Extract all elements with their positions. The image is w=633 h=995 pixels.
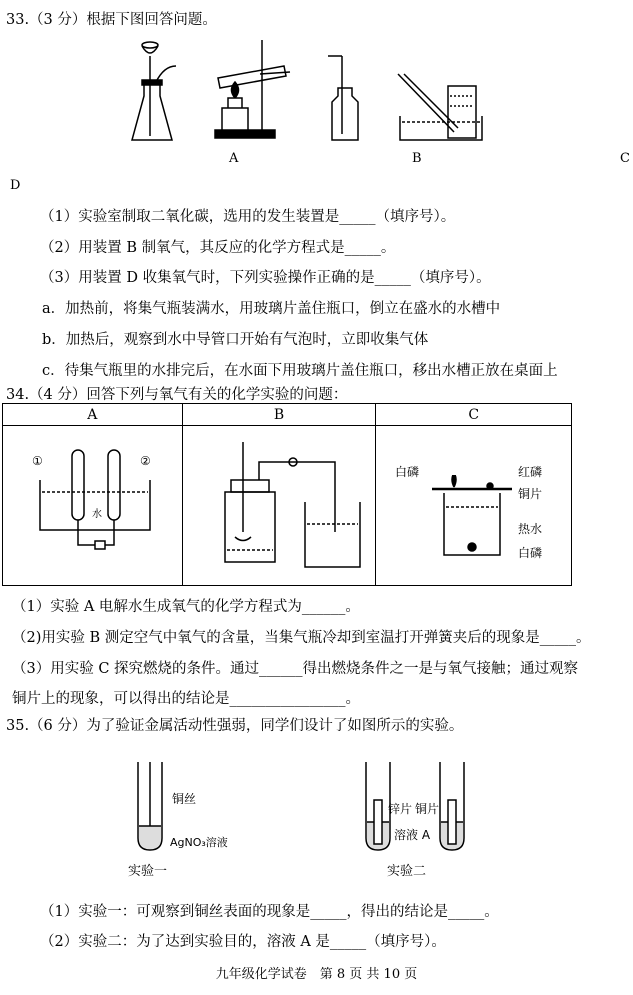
fig-label-b: B xyxy=(412,151,422,166)
water-collection-icon xyxy=(398,74,482,140)
label-water: 水 xyxy=(92,509,102,520)
q35-item-1: （1）实验一：可观察到铜丝表面的现象是_____，得出的结论是_____。 xyxy=(40,904,499,920)
label-hot-water: 热水 xyxy=(518,522,543,536)
page-footer: 九年级化学试卷 第 8 页 共 10 页 xyxy=(215,967,418,982)
table-header-b: B xyxy=(182,404,376,426)
q35-item-2: （2）实验二：为了达到实验目的，溶液 A 是_____（填序号）。 xyxy=(40,934,446,950)
table-header-c: C xyxy=(376,404,572,426)
label-copper-plate: 铜片 xyxy=(518,487,543,501)
q35-header: 35.（6 分）为了验证金属活动性强弱，同学们设计了如图所示的实验。 xyxy=(6,718,464,734)
q33-item-1: （1）实验室制取二氧化碳，选用的发生装置是_____（填序号）。 xyxy=(40,209,456,225)
q33-header: 33.（3 分）根据下图回答问题。 xyxy=(6,12,217,28)
q34-header: 34.（4 分）回答下列与氧气有关的化学实验的问题： xyxy=(6,387,348,403)
label-silver-nitrate-solution: AgNO₃溶液 xyxy=(170,836,228,849)
label-copper-wire: 铜丝 xyxy=(172,792,197,806)
q33-option-a: a．加热前，将集气瓶装满水，用玻璃片盖住瓶口，倒立在盛水的水槽中 xyxy=(42,301,501,317)
q33-item-3: （3）用装置 D 收集氧气时，下列实验操作正确的是_____（填序号）。 xyxy=(40,270,491,286)
combustion-conditions-apparatus-icon xyxy=(432,475,512,565)
label-white-phosphorus-bottom: 白磷 xyxy=(518,546,543,560)
label-white-phosphorus-top: 白磷 xyxy=(395,465,420,479)
q33-option-c: c．待集气瓶里的水排完后，在水面下用玻璃片盖住瓶口，移出水槽正放在桌面上 xyxy=(42,363,558,379)
table-header-a: A xyxy=(3,404,183,426)
label-solution-a: 溶液 A xyxy=(394,828,431,842)
heating-apparatus-icon xyxy=(215,40,290,138)
gas-bottle-icon xyxy=(328,56,358,140)
label-red-phosphorus: 红磷 xyxy=(518,465,543,479)
label-tube-1: ① xyxy=(32,454,43,468)
oxygen-measurement-apparatus-icon xyxy=(205,432,365,577)
fig-label-c: C xyxy=(620,151,630,166)
label-zinc-plate: 锌片 xyxy=(388,802,413,816)
fig-label-d: D xyxy=(10,178,21,193)
q33-item-2: （2）用装置 B 制氧气，其反应的化学方程式是_____。 xyxy=(40,240,396,256)
label-tube-2: ② xyxy=(140,454,151,468)
experiment-one-test-tube-icon xyxy=(130,760,170,855)
fig-label-a: A xyxy=(229,151,239,166)
flask-with-funnel-icon xyxy=(132,42,176,140)
q34-item-1: （1）实验 A 电解水生成氧气的化学方程式为______。 xyxy=(12,599,360,615)
caption-experiment-one: 实验一 xyxy=(128,864,168,879)
q34-item-2: （2)用实验 B 测定空气中氧气的含量，当集气瓶冷却到室温打开弹簧夹后的现象是_____。 xyxy=(12,630,591,646)
label-copper-plate-exp2: 铜片 xyxy=(415,802,440,816)
q33-apparatus-figure xyxy=(120,36,500,151)
q33-option-b: b．加热后，观察到水中导管口开始有气泡时，立即收集气体 xyxy=(42,332,429,348)
q34-item-3-cont: 铜片上的现象，可以得出的结论是________________。 xyxy=(12,691,360,707)
caption-experiment-two: 实验二 xyxy=(387,864,427,879)
q34-item-3: （3）用实验 C 探究燃烧的条件。通过______得出燃烧条件之一是与氧气接触；通过观察 xyxy=(12,661,579,677)
